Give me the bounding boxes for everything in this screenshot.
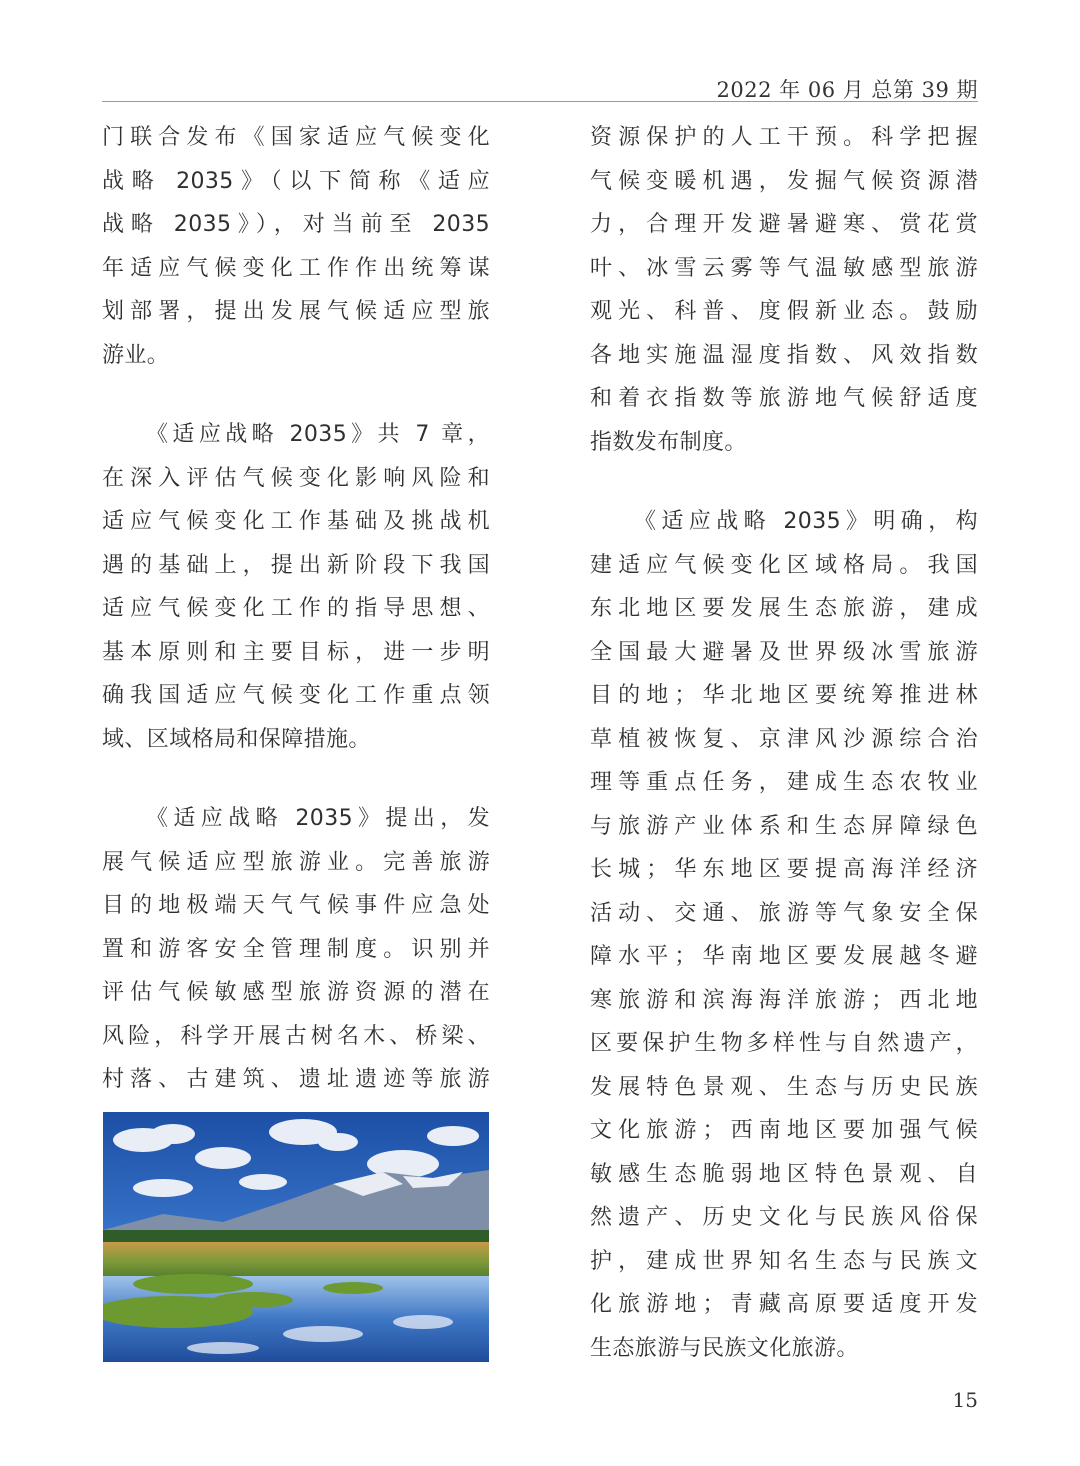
- text-line: 和着衣指数等旅游地气候舒适度: [590, 386, 978, 411]
- text-line: 评估气候敏感型旅游资源的潜在: [102, 980, 490, 1005]
- text-line: 目的地；华北地区要统筹推进林: [590, 683, 978, 708]
- text-line: 在深入评估气候变化影响风险和: [102, 465, 490, 491]
- text-line: 村落、古建筑、遗址遗迹等旅游: [102, 1067, 490, 1092]
- text-line: 目的地极端天气气候事件应急处: [102, 893, 490, 918]
- text-line: 区要保护生物多样性与自然遗产，: [590, 1031, 978, 1056]
- text-line: 战略 2035》），对当前至 2035: [102, 212, 490, 237]
- text-line: 敏感生态脆弱地区特色景观、自: [590, 1161, 978, 1187]
- text-line: 适应气候变化工作的指导思想、: [102, 596, 490, 621]
- text-line: 全国最大避暑及世界级冰雪旅游: [590, 639, 978, 665]
- text-line: 适应气候变化工作基础及挑战机: [102, 509, 490, 534]
- text-line: 草植被恢复、京津风沙源综合治: [590, 726, 978, 752]
- text-line: 理等重点任务，建成生态农牧业: [590, 770, 978, 795]
- text-line: 力，合理开发避暑避寒、赏花赏: [590, 212, 978, 237]
- text-line: 护，建成世界知名生态与民族文: [590, 1248, 978, 1274]
- text-line: 观光、科普、度假新业态。鼓励: [590, 299, 978, 324]
- text-line: 发展特色景观、生态与历史民族: [590, 1074, 978, 1100]
- text-line: 建适应气候变化区域格局。我国: [590, 552, 978, 578]
- text-line: 风险，科学开展古树名木、桥梁、: [102, 1023, 490, 1049]
- text-line: 文化旅游；西南地区要加强气候: [590, 1118, 978, 1143]
- text-line: 域、区域格局和保障措施。: [102, 726, 371, 752]
- text-line: 门联合发布《国家适应气候变化: [102, 125, 490, 150]
- text-line: 然遗产、历史文化与民族风俗保: [590, 1205, 978, 1230]
- text-line: 《适应战略 2035》明确，构: [634, 509, 978, 534]
- left-text-column: [102, 116, 490, 1102]
- text-line: 寒旅游和滨海海洋旅游；西北地: [590, 987, 978, 1013]
- right-text-column: [590, 116, 978, 1370]
- text-line: 生态旅游与民族文化旅游。: [590, 1335, 859, 1361]
- text-line: 基本原则和主要目标，进一步明: [102, 639, 490, 665]
- text-line: 展气候适应型旅游业。完善旅游: [102, 849, 490, 875]
- text-line: 遇的基础上，提出新阶段下我国: [102, 552, 490, 578]
- text-line: 游业。: [102, 342, 170, 368]
- text-line: 障水平；华南地区要发展越冬避: [590, 944, 978, 969]
- text-line: 与旅游产业体系和生态屏障绿色: [590, 813, 978, 839]
- text-line: 《适应战略 2035》提出，发: [146, 806, 490, 831]
- paragraph-gap: [102, 761, 490, 797]
- text-line: 战略 2035》（以下简称《适应: [102, 168, 490, 194]
- paragraph-gap: [590, 464, 978, 500]
- text-line: 置和游客安全管理制度。识别并: [102, 936, 490, 962]
- text-line: 东北地区要发展生态旅游，建成: [590, 596, 978, 621]
- text-line: 资源保护的人工干预。科学把握: [590, 125, 978, 150]
- page-number: 15: [952, 1388, 978, 1412]
- text-line: 活动、交通、旅游等气象安全保: [590, 900, 978, 926]
- text-line: 各地实施温湿度指数、风效指数: [590, 342, 978, 368]
- text-line: 年适应气候变化工作作出统筹谋: [102, 255, 490, 281]
- paragraph-gap: [102, 377, 490, 413]
- text-line: 气候变暖机遇，发掘气候资源潜: [590, 168, 978, 194]
- text-line: 化旅游地；青藏高原要适度开发: [590, 1292, 978, 1317]
- text-line: 划部署，提出发展气候适应型旅: [102, 299, 490, 324]
- text-line: 叶、冰雪云雾等气温敏感型旅游: [590, 255, 978, 281]
- header-divider: [102, 101, 978, 102]
- text-line: 长城；华东地区要提高海洋经济: [590, 857, 978, 882]
- landscape-photo: [103, 1112, 489, 1362]
- text-line: 确我国适应气候变化工作重点领: [102, 683, 490, 708]
- text-line: 指数发布制度。: [590, 429, 747, 455]
- issue-header: 2022 年 06 月 总第 39 期: [716, 78, 978, 102]
- text-line: 《适应战略 2035》共 7 章，: [146, 422, 490, 447]
